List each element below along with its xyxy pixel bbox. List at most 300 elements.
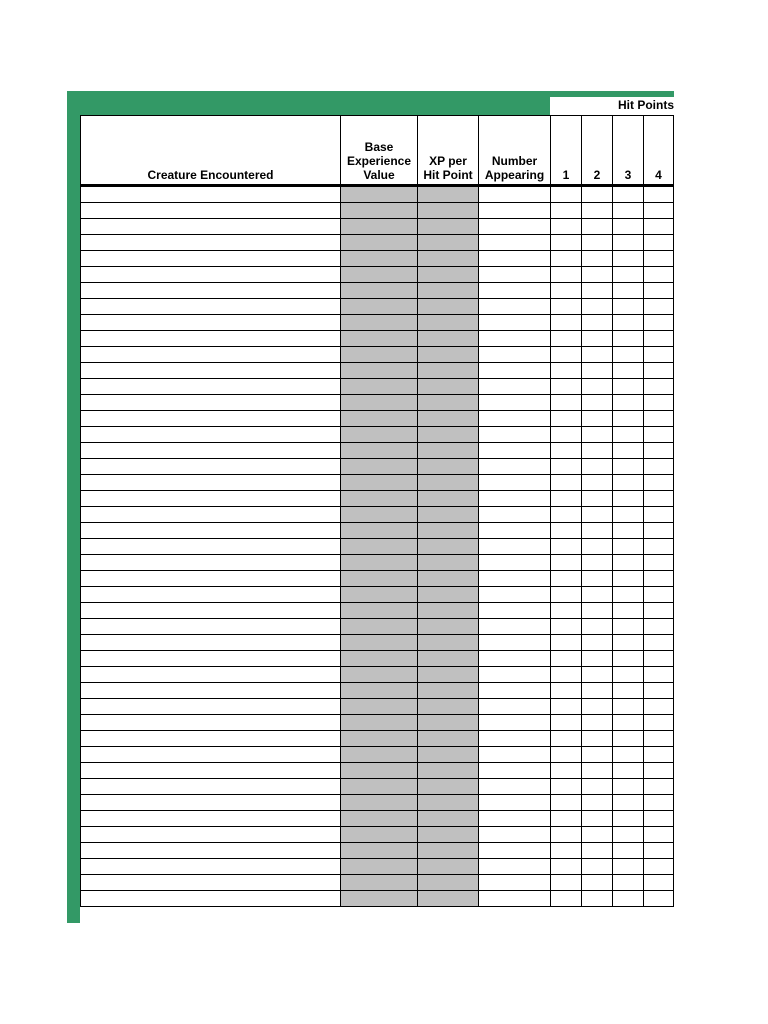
hp-4-cell[interactable] (644, 843, 674, 859)
hp-3-cell[interactable] (613, 363, 644, 379)
number-appearing-cell[interactable] (479, 459, 551, 475)
hp-2-cell[interactable] (582, 267, 613, 283)
hp-2-cell[interactable] (582, 843, 613, 859)
hp-3-cell[interactable] (613, 587, 644, 603)
creature-cell[interactable] (81, 763, 341, 779)
xp-per-hp-cell[interactable] (418, 619, 479, 635)
hp-2-cell[interactable] (582, 475, 613, 491)
xp-per-hp-cell[interactable] (418, 347, 479, 363)
hp-4-cell[interactable] (644, 347, 674, 363)
base-xp-cell[interactable] (341, 843, 418, 859)
hp-3-cell[interactable] (613, 283, 644, 299)
hp-4-cell[interactable] (644, 443, 674, 459)
creature-cell[interactable] (81, 667, 341, 683)
hp-1-cell[interactable] (551, 603, 582, 619)
xp-per-hp-cell[interactable] (418, 267, 479, 283)
hp-3-cell[interactable] (613, 315, 644, 331)
hp-3-cell[interactable] (613, 347, 644, 363)
hp-4-cell[interactable] (644, 507, 674, 523)
number-appearing-cell[interactable] (479, 587, 551, 603)
hp-2-cell[interactable] (582, 795, 613, 811)
number-appearing-cell[interactable] (479, 843, 551, 859)
base-xp-cell[interactable] (341, 651, 418, 667)
hp-2-cell[interactable] (582, 235, 613, 251)
hp-2-cell[interactable] (582, 667, 613, 683)
hp-1-cell[interactable] (551, 235, 582, 251)
hp-2-cell[interactable] (582, 683, 613, 699)
hp-3-cell[interactable] (613, 699, 644, 715)
base-xp-cell[interactable] (341, 299, 418, 315)
xp-per-hp-cell[interactable] (418, 475, 479, 491)
hp-2-cell[interactable] (582, 491, 613, 507)
hp-3-cell[interactable] (613, 875, 644, 891)
hp-2-cell[interactable] (582, 331, 613, 347)
creature-cell[interactable] (81, 347, 341, 363)
hp-1-cell[interactable] (551, 651, 582, 667)
hp-4-cell[interactable] (644, 779, 674, 795)
hp-4-cell[interactable] (644, 715, 674, 731)
creature-cell[interactable] (81, 267, 341, 283)
creature-cell[interactable] (81, 411, 341, 427)
hp-4-cell[interactable] (644, 619, 674, 635)
xp-per-hp-cell[interactable] (418, 827, 479, 843)
number-appearing-cell[interactable] (479, 235, 551, 251)
hp-4-cell[interactable] (644, 795, 674, 811)
creature-cell[interactable] (81, 283, 341, 299)
hp-3-cell[interactable] (613, 571, 644, 587)
hp-3-cell[interactable] (613, 619, 644, 635)
hp-2-cell[interactable] (582, 427, 613, 443)
xp-per-hp-cell[interactable] (418, 651, 479, 667)
xp-per-hp-cell[interactable] (418, 555, 479, 571)
xp-per-hp-cell[interactable] (418, 379, 479, 395)
hp-1-cell[interactable] (551, 875, 582, 891)
hp-3-cell[interactable] (613, 539, 644, 555)
creature-cell[interactable] (81, 715, 341, 731)
creature-cell[interactable] (81, 299, 341, 315)
xp-per-hp-cell[interactable] (418, 315, 479, 331)
hp-1-cell[interactable] (551, 427, 582, 443)
hp-3-cell[interactable] (613, 779, 644, 795)
xp-per-hp-cell[interactable] (418, 443, 479, 459)
number-appearing-cell[interactable] (479, 411, 551, 427)
number-appearing-cell[interactable] (479, 443, 551, 459)
hp-4-cell[interactable] (644, 267, 674, 283)
hp-3-cell[interactable] (613, 683, 644, 699)
hp-2-cell[interactable] (582, 731, 613, 747)
creature-cell[interactable] (81, 683, 341, 699)
base-xp-cell[interactable] (341, 811, 418, 827)
base-xp-cell[interactable] (341, 747, 418, 763)
number-appearing-cell[interactable] (479, 731, 551, 747)
hp-1-cell[interactable] (551, 891, 582, 907)
base-xp-cell[interactable] (341, 779, 418, 795)
hp-2-cell[interactable] (582, 251, 613, 267)
hp-3-cell[interactable] (613, 891, 644, 907)
hp-1-cell[interactable] (551, 379, 582, 395)
hp-3-cell[interactable] (613, 811, 644, 827)
base-xp-cell[interactable] (341, 523, 418, 539)
xp-per-hp-cell[interactable] (418, 363, 479, 379)
hp-2-cell[interactable] (582, 443, 613, 459)
xp-per-hp-cell[interactable] (418, 731, 479, 747)
number-appearing-cell[interactable] (479, 635, 551, 651)
creature-cell[interactable] (81, 395, 341, 411)
hp-3-cell[interactable] (613, 555, 644, 571)
xp-per-hp-cell[interactable] (418, 571, 479, 587)
hp-3-cell[interactable] (613, 443, 644, 459)
hp-4-cell[interactable] (644, 251, 674, 267)
base-xp-cell[interactable] (341, 827, 418, 843)
creature-cell[interactable] (81, 235, 341, 251)
hp-2-cell[interactable] (582, 827, 613, 843)
hp-4-cell[interactable] (644, 859, 674, 875)
creature-cell[interactable] (81, 186, 341, 203)
xp-per-hp-cell[interactable] (418, 795, 479, 811)
number-appearing-cell[interactable] (479, 203, 551, 219)
hp-1-cell[interactable] (551, 715, 582, 731)
hp-2-cell[interactable] (582, 811, 613, 827)
xp-per-hp-cell[interactable] (418, 587, 479, 603)
creature-cell[interactable] (81, 779, 341, 795)
hp-4-cell[interactable] (644, 203, 674, 219)
base-xp-cell[interactable] (341, 619, 418, 635)
creature-cell[interactable] (81, 523, 341, 539)
hp-4-cell[interactable] (644, 571, 674, 587)
hp-1-cell[interactable] (551, 859, 582, 875)
hp-4-cell[interactable] (644, 491, 674, 507)
base-xp-cell[interactable] (341, 395, 418, 411)
creature-cell[interactable] (81, 475, 341, 491)
base-xp-cell[interactable] (341, 315, 418, 331)
creature-cell[interactable] (81, 427, 341, 443)
xp-per-hp-cell[interactable] (418, 683, 479, 699)
base-xp-cell[interactable] (341, 683, 418, 699)
hp-3-cell[interactable] (613, 475, 644, 491)
number-appearing-cell[interactable] (479, 219, 551, 235)
hp-1-cell[interactable] (551, 827, 582, 843)
hp-3-cell[interactable] (613, 395, 644, 411)
hp-3-cell[interactable] (613, 667, 644, 683)
hp-1-cell[interactable] (551, 747, 582, 763)
xp-per-hp-cell[interactable] (418, 203, 479, 219)
hp-2-cell[interactable] (582, 555, 613, 571)
hp-3-cell[interactable] (613, 235, 644, 251)
creature-cell[interactable] (81, 571, 341, 587)
hp-4-cell[interactable] (644, 811, 674, 827)
number-appearing-cell[interactable] (479, 555, 551, 571)
xp-per-hp-cell[interactable] (418, 891, 479, 907)
xp-per-hp-cell[interactable] (418, 251, 479, 267)
xp-per-hp-cell[interactable] (418, 539, 479, 555)
hp-1-cell[interactable] (551, 219, 582, 235)
number-appearing-cell[interactable] (479, 379, 551, 395)
hp-2-cell[interactable] (582, 315, 613, 331)
xp-per-hp-cell[interactable] (418, 715, 479, 731)
xp-per-hp-cell[interactable] (418, 235, 479, 251)
hp-3-cell[interactable] (613, 843, 644, 859)
number-appearing-cell[interactable] (479, 779, 551, 795)
hp-1-cell[interactable] (551, 619, 582, 635)
hp-3-cell[interactable] (613, 203, 644, 219)
hp-1-cell[interactable] (551, 267, 582, 283)
number-appearing-cell[interactable] (479, 811, 551, 827)
hp-1-cell[interactable] (551, 186, 582, 203)
number-appearing-cell[interactable] (479, 619, 551, 635)
xp-per-hp-cell[interactable] (418, 859, 479, 875)
creature-cell[interactable] (81, 603, 341, 619)
hp-3-cell[interactable] (613, 219, 644, 235)
base-xp-cell[interactable] (341, 699, 418, 715)
hp-1-cell[interactable] (551, 363, 582, 379)
creature-cell[interactable] (81, 635, 341, 651)
hp-1-cell[interactable] (551, 763, 582, 779)
number-appearing-cell[interactable] (479, 315, 551, 331)
hp-4-cell[interactable] (644, 523, 674, 539)
hp-1-cell[interactable] (551, 251, 582, 267)
hp-4-cell[interactable] (644, 603, 674, 619)
hp-3-cell[interactable] (613, 763, 644, 779)
number-appearing-cell[interactable] (479, 475, 551, 491)
number-appearing-cell[interactable] (479, 859, 551, 875)
creature-cell[interactable] (81, 219, 341, 235)
number-appearing-cell[interactable] (479, 363, 551, 379)
creature-cell[interactable] (81, 747, 341, 763)
hp-4-cell[interactable] (644, 587, 674, 603)
creature-cell[interactable] (81, 555, 341, 571)
number-appearing-cell[interactable] (479, 683, 551, 699)
hp-2-cell[interactable] (582, 186, 613, 203)
hp-4-cell[interactable] (644, 635, 674, 651)
base-xp-cell[interactable] (341, 859, 418, 875)
base-xp-cell[interactable] (341, 795, 418, 811)
number-appearing-cell[interactable] (479, 507, 551, 523)
base-xp-cell[interactable] (341, 491, 418, 507)
base-xp-cell[interactable] (341, 267, 418, 283)
creature-cell[interactable] (81, 379, 341, 395)
number-appearing-cell[interactable] (479, 667, 551, 683)
xp-per-hp-cell[interactable] (418, 667, 479, 683)
number-appearing-cell[interactable] (479, 299, 551, 315)
hp-4-cell[interactable] (644, 555, 674, 571)
xp-per-hp-cell[interactable] (418, 219, 479, 235)
hp-1-cell[interactable] (551, 459, 582, 475)
base-xp-cell[interactable] (341, 186, 418, 203)
hp-3-cell[interactable] (613, 411, 644, 427)
xp-per-hp-cell[interactable] (418, 331, 479, 347)
creature-cell[interactable] (81, 443, 341, 459)
hp-2-cell[interactable] (582, 859, 613, 875)
hp-2-cell[interactable] (582, 283, 613, 299)
number-appearing-cell[interactable] (479, 715, 551, 731)
creature-cell[interactable] (81, 587, 341, 603)
hp-2-cell[interactable] (582, 651, 613, 667)
hp-3-cell[interactable] (613, 827, 644, 843)
hp-1-cell[interactable] (551, 571, 582, 587)
hp-4-cell[interactable] (644, 315, 674, 331)
hp-2-cell[interactable] (582, 571, 613, 587)
hp-4-cell[interactable] (644, 363, 674, 379)
hp-1-cell[interactable] (551, 347, 582, 363)
hp-1-cell[interactable] (551, 299, 582, 315)
xp-per-hp-cell[interactable] (418, 875, 479, 891)
number-appearing-cell[interactable] (479, 827, 551, 843)
base-xp-cell[interactable] (341, 507, 418, 523)
hp-3-cell[interactable] (613, 523, 644, 539)
base-xp-cell[interactable] (341, 539, 418, 555)
creature-cell[interactable] (81, 331, 341, 347)
base-xp-cell[interactable] (341, 203, 418, 219)
xp-per-hp-cell[interactable] (418, 699, 479, 715)
base-xp-cell[interactable] (341, 411, 418, 427)
xp-per-hp-cell[interactable] (418, 843, 479, 859)
number-appearing-cell[interactable] (479, 651, 551, 667)
hp-2-cell[interactable] (582, 779, 613, 795)
hp-2-cell[interactable] (582, 411, 613, 427)
hp-1-cell[interactable] (551, 555, 582, 571)
base-xp-cell[interactable] (341, 363, 418, 379)
hp-4-cell[interactable] (644, 763, 674, 779)
hp-1-cell[interactable] (551, 795, 582, 811)
creature-cell[interactable] (81, 859, 341, 875)
base-xp-cell[interactable] (341, 251, 418, 267)
number-appearing-cell[interactable] (479, 875, 551, 891)
hp-2-cell[interactable] (582, 539, 613, 555)
base-xp-cell[interactable] (341, 603, 418, 619)
xp-per-hp-cell[interactable] (418, 411, 479, 427)
hp-3-cell[interactable] (613, 795, 644, 811)
base-xp-cell[interactable] (341, 891, 418, 907)
base-xp-cell[interactable] (341, 875, 418, 891)
number-appearing-cell[interactable] (479, 347, 551, 363)
hp-1-cell[interactable] (551, 539, 582, 555)
hp-3-cell[interactable] (613, 379, 644, 395)
xp-per-hp-cell[interactable] (418, 763, 479, 779)
hp-4-cell[interactable] (644, 283, 674, 299)
hp-1-cell[interactable] (551, 203, 582, 219)
number-appearing-cell[interactable] (479, 891, 551, 907)
creature-cell[interactable] (81, 731, 341, 747)
base-xp-cell[interactable] (341, 667, 418, 683)
creature-cell[interactable] (81, 491, 341, 507)
hp-4-cell[interactable] (644, 411, 674, 427)
hp-4-cell[interactable] (644, 667, 674, 683)
hp-3-cell[interactable] (613, 251, 644, 267)
hp-4-cell[interactable] (644, 651, 674, 667)
number-appearing-cell[interactable] (479, 571, 551, 587)
creature-cell[interactable] (81, 875, 341, 891)
hp-4-cell[interactable] (644, 186, 674, 203)
number-appearing-cell[interactable] (479, 331, 551, 347)
hp-1-cell[interactable] (551, 395, 582, 411)
xp-per-hp-cell[interactable] (418, 459, 479, 475)
hp-3-cell[interactable] (613, 491, 644, 507)
number-appearing-cell[interactable] (479, 763, 551, 779)
xp-per-hp-cell[interactable] (418, 811, 479, 827)
hp-3-cell[interactable] (613, 507, 644, 523)
base-xp-cell[interactable] (341, 379, 418, 395)
xp-per-hp-cell[interactable] (418, 507, 479, 523)
hp-4-cell[interactable] (644, 235, 674, 251)
number-appearing-cell[interactable] (479, 523, 551, 539)
base-xp-cell[interactable] (341, 347, 418, 363)
creature-cell[interactable] (81, 251, 341, 267)
hp-3-cell[interactable] (613, 747, 644, 763)
hp-1-cell[interactable] (551, 475, 582, 491)
hp-2-cell[interactable] (582, 395, 613, 411)
number-appearing-cell[interactable] (479, 427, 551, 443)
base-xp-cell[interactable] (341, 763, 418, 779)
hp-2-cell[interactable] (582, 603, 613, 619)
hp-2-cell[interactable] (582, 347, 613, 363)
number-appearing-cell[interactable] (479, 267, 551, 283)
creature-cell[interactable] (81, 843, 341, 859)
base-xp-cell[interactable] (341, 283, 418, 299)
hp-3-cell[interactable] (613, 427, 644, 443)
base-xp-cell[interactable] (341, 459, 418, 475)
creature-cell[interactable] (81, 315, 341, 331)
xp-per-hp-cell[interactable] (418, 603, 479, 619)
base-xp-cell[interactable] (341, 331, 418, 347)
hp-2-cell[interactable] (582, 635, 613, 651)
base-xp-cell[interactable] (341, 235, 418, 251)
hp-4-cell[interactable] (644, 379, 674, 395)
hp-2-cell[interactable] (582, 459, 613, 475)
xp-per-hp-cell[interactable] (418, 427, 479, 443)
hp-2-cell[interactable] (582, 219, 613, 235)
hp-4-cell[interactable] (644, 891, 674, 907)
creature-cell[interactable] (81, 539, 341, 555)
hp-1-cell[interactable] (551, 683, 582, 699)
hp-3-cell[interactable] (613, 603, 644, 619)
xp-per-hp-cell[interactable] (418, 635, 479, 651)
number-appearing-cell[interactable] (479, 539, 551, 555)
hp-1-cell[interactable] (551, 731, 582, 747)
number-appearing-cell[interactable] (479, 283, 551, 299)
base-xp-cell[interactable] (341, 571, 418, 587)
hp-4-cell[interactable] (644, 331, 674, 347)
base-xp-cell[interactable] (341, 427, 418, 443)
number-appearing-cell[interactable] (479, 186, 551, 203)
hp-3-cell[interactable] (613, 635, 644, 651)
hp-4-cell[interactable] (644, 699, 674, 715)
hp-3-cell[interactable] (613, 299, 644, 315)
hp-2-cell[interactable] (582, 587, 613, 603)
hp-4-cell[interactable] (644, 683, 674, 699)
hp-1-cell[interactable] (551, 443, 582, 459)
hp-1-cell[interactable] (551, 315, 582, 331)
xp-per-hp-cell[interactable] (418, 747, 479, 763)
hp-1-cell[interactable] (551, 507, 582, 523)
base-xp-cell[interactable] (341, 715, 418, 731)
creature-cell[interactable] (81, 651, 341, 667)
hp-4-cell[interactable] (644, 299, 674, 315)
hp-2-cell[interactable] (582, 699, 613, 715)
hp-1-cell[interactable] (551, 411, 582, 427)
hp-1-cell[interactable] (551, 523, 582, 539)
hp-4-cell[interactable] (644, 747, 674, 763)
creature-cell[interactable] (81, 811, 341, 827)
xp-per-hp-cell[interactable] (418, 186, 479, 203)
hp-4-cell[interactable] (644, 395, 674, 411)
xp-per-hp-cell[interactable] (418, 779, 479, 795)
number-appearing-cell[interactable] (479, 395, 551, 411)
xp-per-hp-cell[interactable] (418, 299, 479, 315)
base-xp-cell[interactable] (341, 219, 418, 235)
hp-2-cell[interactable] (582, 379, 613, 395)
creature-cell[interactable] (81, 891, 341, 907)
hp-3-cell[interactable] (613, 715, 644, 731)
